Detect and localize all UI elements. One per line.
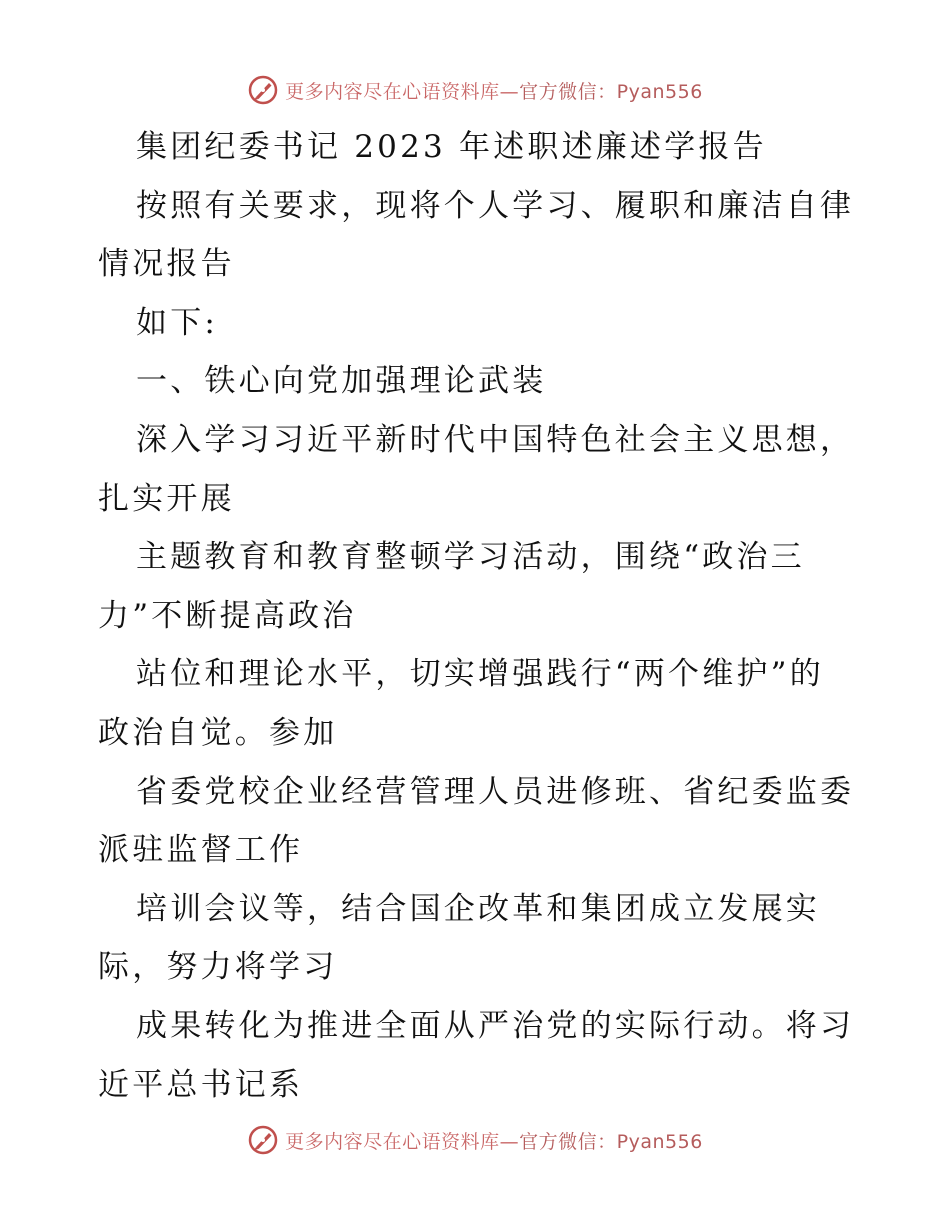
text-line: 省委党校企业经营管理人员进修班、省纪委监委 — [136, 773, 855, 810]
watermark-contact-text: 官方微信：Pyan556 — [519, 1130, 703, 1153]
text-line: 际，努力将学习 — [98, 949, 338, 986]
text-line: 扎实开展 — [98, 480, 235, 517]
watermark-contact-text: 官方微信：Pyan556 — [519, 80, 703, 103]
circular-pen-logo-icon — [247, 74, 279, 106]
text-line: 站位和理论水平，切实增强践行“两个维护”的 — [136, 656, 824, 693]
watermark-separator: — — [499, 1130, 520, 1153]
text-line: 按照有关要求，现将个人学习、履职和廉洁自律 — [136, 187, 855, 224]
header-watermark-content — [247, 74, 703, 106]
text-line: 如下: — [136, 304, 219, 341]
text-line: 近平总书记系 — [98, 1066, 304, 1103]
text-line: 主题教育和教育整顿学习活动，围绕“政治三 — [136, 539, 805, 576]
text-line: 政治自觉。参加 — [98, 714, 338, 751]
text-line: 力”不断提高政治 — [98, 597, 357, 634]
text-line: 成果转化为推进全面从严治党的实际行动。将习 — [136, 1007, 855, 1044]
document-title: 集团纪委书记 2023 年述职述廉述学报告 — [136, 129, 767, 165]
section-heading: 一、铁心向党加强理论武装 — [136, 363, 547, 400]
text-line: 派驻监督工作 — [98, 832, 304, 869]
footer-watermark — [0, 1120, 950, 1160]
header-watermark — [0, 70, 950, 110]
footer-watermark-content — [247, 1124, 703, 1156]
text-line: 培训会议等，结合国企改革和集团成立发展实 — [136, 890, 820, 927]
watermark-main-text: 更多内容尽在心语资料库 — [285, 80, 500, 103]
text-line: 深入学习习近平新时代中国特色社会主义思想， — [136, 421, 855, 458]
text-line: 情况报告 — [98, 246, 235, 283]
watermark-main-text: 更多内容尽在心语资料库 — [285, 1130, 500, 1153]
circular-pen-logo-icon — [247, 1124, 279, 1156]
document-body — [98, 118, 858, 1114]
watermark-separator: — — [499, 80, 520, 103]
